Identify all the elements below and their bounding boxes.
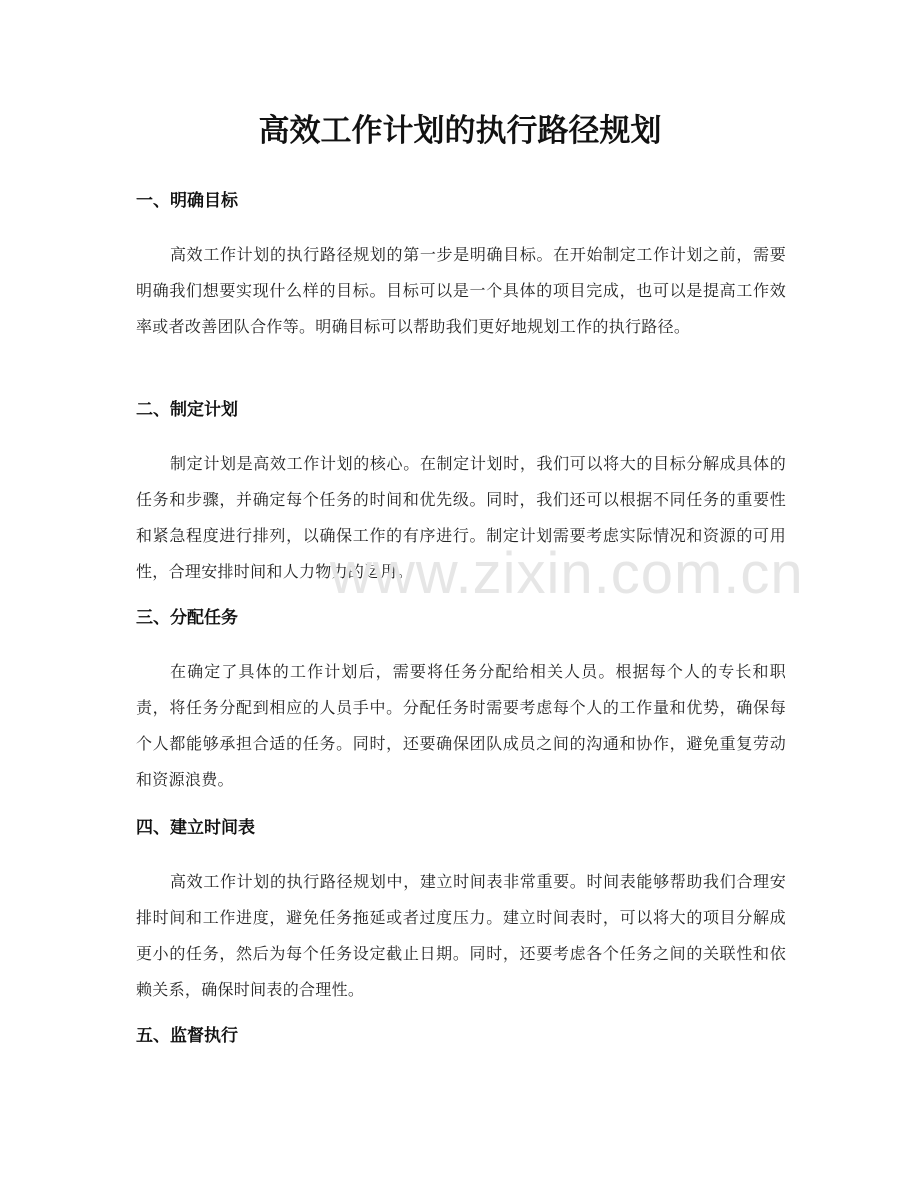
section-heading: 三、分配任务 [136, 608, 238, 628]
section-heading: 五、监督执行 [136, 1026, 238, 1046]
section-heading: 一、明确目标 [136, 191, 238, 211]
section-4 [136, 815, 786, 1008]
section-heading: 二、制定计划 [136, 400, 238, 420]
section-paragraph: 在确定了具体的工作计划后，需要将任务分配给相关人员。根据每个人的专长和职责，将任务分配到相应的人员手中。分配任务时需要考虑每个人的工作量和优势，确保每个人都能够承担合适的任务。同时，还要确保团队成员之间的沟通和协作，避免重复劳动和资源浪费。 [136, 662, 786, 789]
section-paragraph: 高效工作计划的执行路径规划中，建立时间表非常重要。时间表能够帮助我们合理安排时间和工作进度，避免任务拖延或者过度压力。建立时间表时，可以将大的项目分解成更小的任务，然后为每个任务设定截止日期。同时，还要考虑各个任务之间的关联性和依赖关系，确保时间表的合理性。 [136, 872, 786, 999]
document-title: 高效工作计划的执行路径规划 [258, 113, 662, 149]
section-heading: 四、建立时间表 [136, 818, 255, 838]
section-1 [136, 188, 786, 345]
section-2 [136, 397, 786, 590]
section-5 [136, 1023, 786, 1049]
section-paragraph: 制定计划是高效工作计划的核心。在制定计划时，我们可以将大的目标分解成具体的任务和步骤，并确定每个任务的时间和优先级。同时，我们还可以根据不同任务的重要性和紧急程度进行排列，以确保工作的有序进行。制定计划需要考虑实际情况和资源的可用性，合理安排时间和人力物力的运用。 [136, 454, 786, 581]
section-3 [136, 605, 786, 798]
section-paragraph: 高效工作计划的执行路径规划的第一步是明确目标。在开始制定工作计划之前，需要明确我们想要实现什么样的目标。目标可以是一个具体的项目完成，也可以是提高工作效率或者改善团队合作等。明确目标可以帮助我们更好地规划工作的执行路径。 [136, 245, 786, 336]
watermark: www.zixin.com.cn [330, 541, 804, 606]
